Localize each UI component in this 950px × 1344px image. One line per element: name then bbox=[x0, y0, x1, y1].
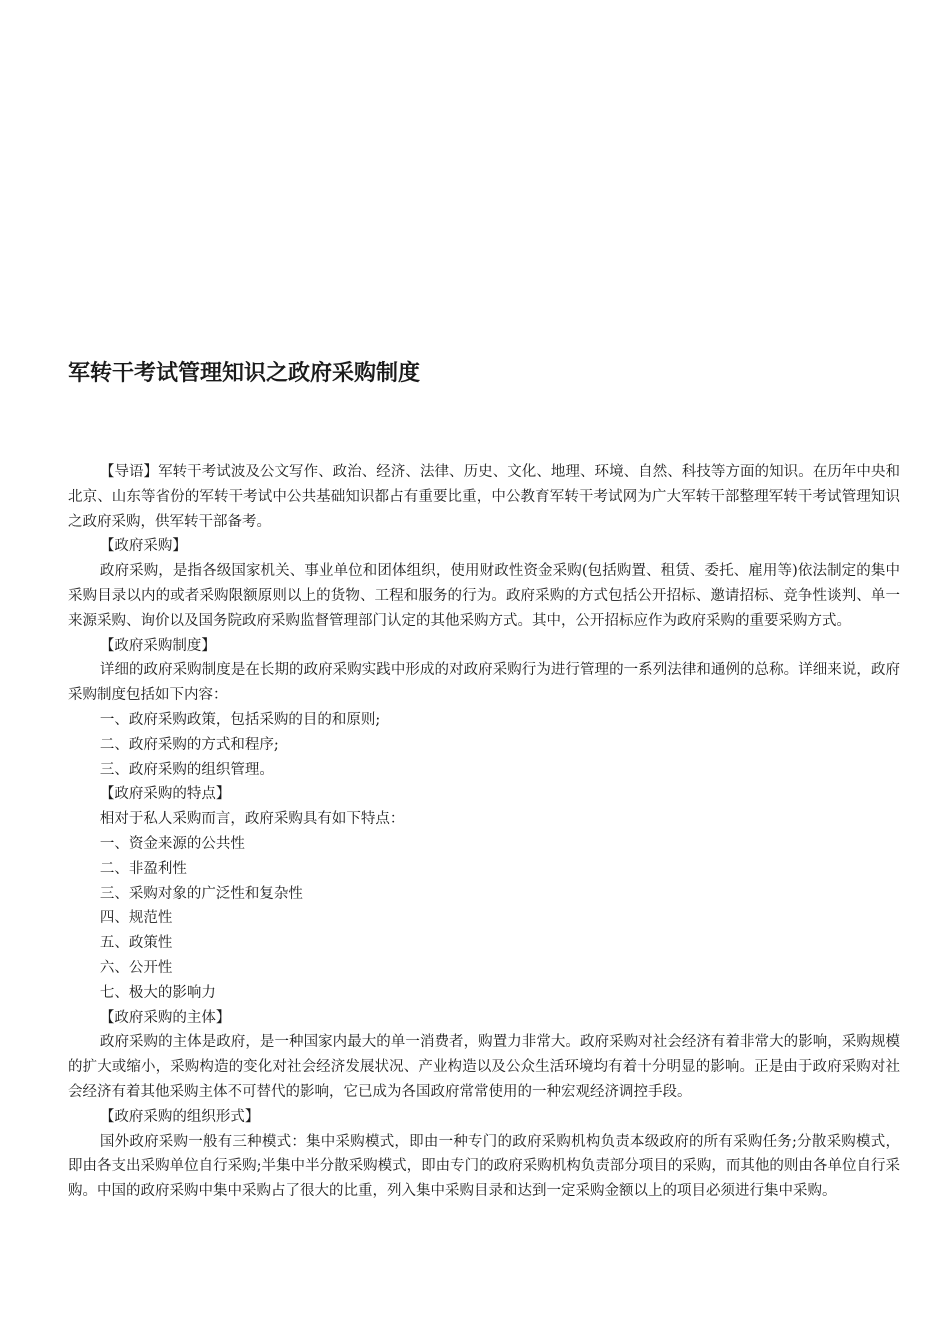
paragraph: 政府采购，是指各级国家机关、事业单位和团体组织，使用财政性资金采购(包括购置、租赁、委托、雇用等)依法制定的集中采购目录以内的或者采购限额原则以上的货物、工程和服务的行为。政府采购的方式包括公开招标、邀请招标、竞争性谈判、单一来源采购、询价以及国务院政府采购监督管理部门认定的其他采购方式。其中，公开招标应作为政府采购的重要采购方式。 bbox=[68, 563, 900, 629]
list-item: 三、采购对象的广泛性和复杂性 bbox=[99, 885, 303, 902]
paragraph: 详细的政府采购制度是在长期的政府采购实践中形成的对政府采购行为进行管理的一系列法律和通例的总称。详细来说，政府采购制度包括如下内容： bbox=[68, 662, 900, 704]
list-item: 四、规范性 bbox=[99, 910, 173, 927]
list-item: 三、政府采购的组织管理。 bbox=[99, 761, 274, 778]
list-item: 一、政府采购政策，包括采购的目的和原则; bbox=[99, 711, 381, 728]
list-item: 七、极大的影响力 bbox=[99, 984, 216, 1001]
section-heading: 【政府采购的主体】 bbox=[99, 1009, 231, 1026]
list-item: 二、非盈利性 bbox=[99, 860, 187, 877]
list-item: 一、资金来源的公共性 bbox=[99, 835, 245, 852]
paragraph: 国外政府采购一般有三种模式：集中采购模式，即由一种专门的政府采购机构负责本级政府的所有采购任务;分散采购模式，即由各支出采购单位自行采购;半集中半分散采购模式，即由专门的政府采购机构负责部分项目的采购，而其他的则由各单位自行采购。中国的政府采购中集中采购占了很大的比重，列入集中采购目录和达到一定采购金额以上的项目必须进行集中采购。 bbox=[68, 1133, 900, 1200]
list-item: 五、政策性 bbox=[99, 935, 173, 952]
document-title: 军转干考试管理知识之政府采购制度 bbox=[68, 361, 421, 386]
paragraph: 政府采购的主体是政府，是一种国家内最大的单一消费者，购置力非常大。政府采购对社会经济有着非常大的影响，采购规模的扩大或缩小，采购构造的变化对社会经济发展状况、产业构造以及公众生活环境均有着十分明显的影响。正是由于政府采购对社会经济有着其他采购主体不可替代的影响，它已成为各国政府常常使用的一种宏观经济调控手段。 bbox=[68, 1034, 900, 1100]
paragraph-intro: 【导语】军转干考试波及公文写作、政治、经济、法律、历史、文化、地理、环境、自然、科技等方面的知识。在历年中央和北京、山东等省份的军转干考试中公共基础知识都占有重要比重，中公教育军转干考试网为广大军转干部整理军转干考试管理知识之政府采购，供军转干部备考。 bbox=[68, 464, 900, 530]
list-item: 六、公开性 bbox=[99, 959, 173, 976]
section-heading: 【政府采购的组织形式】 bbox=[99, 1108, 260, 1125]
section-heading: 【政府采购】 bbox=[99, 538, 187, 555]
section-heading: 【政府采购的特点】 bbox=[99, 786, 231, 803]
paragraph: 相对于私人采购而言，政府采购具有如下特点： bbox=[99, 811, 405, 828]
list-item: 二、政府采购的方式和程序; bbox=[99, 736, 279, 753]
section-heading: 【政府采购制度】 bbox=[99, 637, 216, 654]
document-body bbox=[68, 460, 900, 1204]
